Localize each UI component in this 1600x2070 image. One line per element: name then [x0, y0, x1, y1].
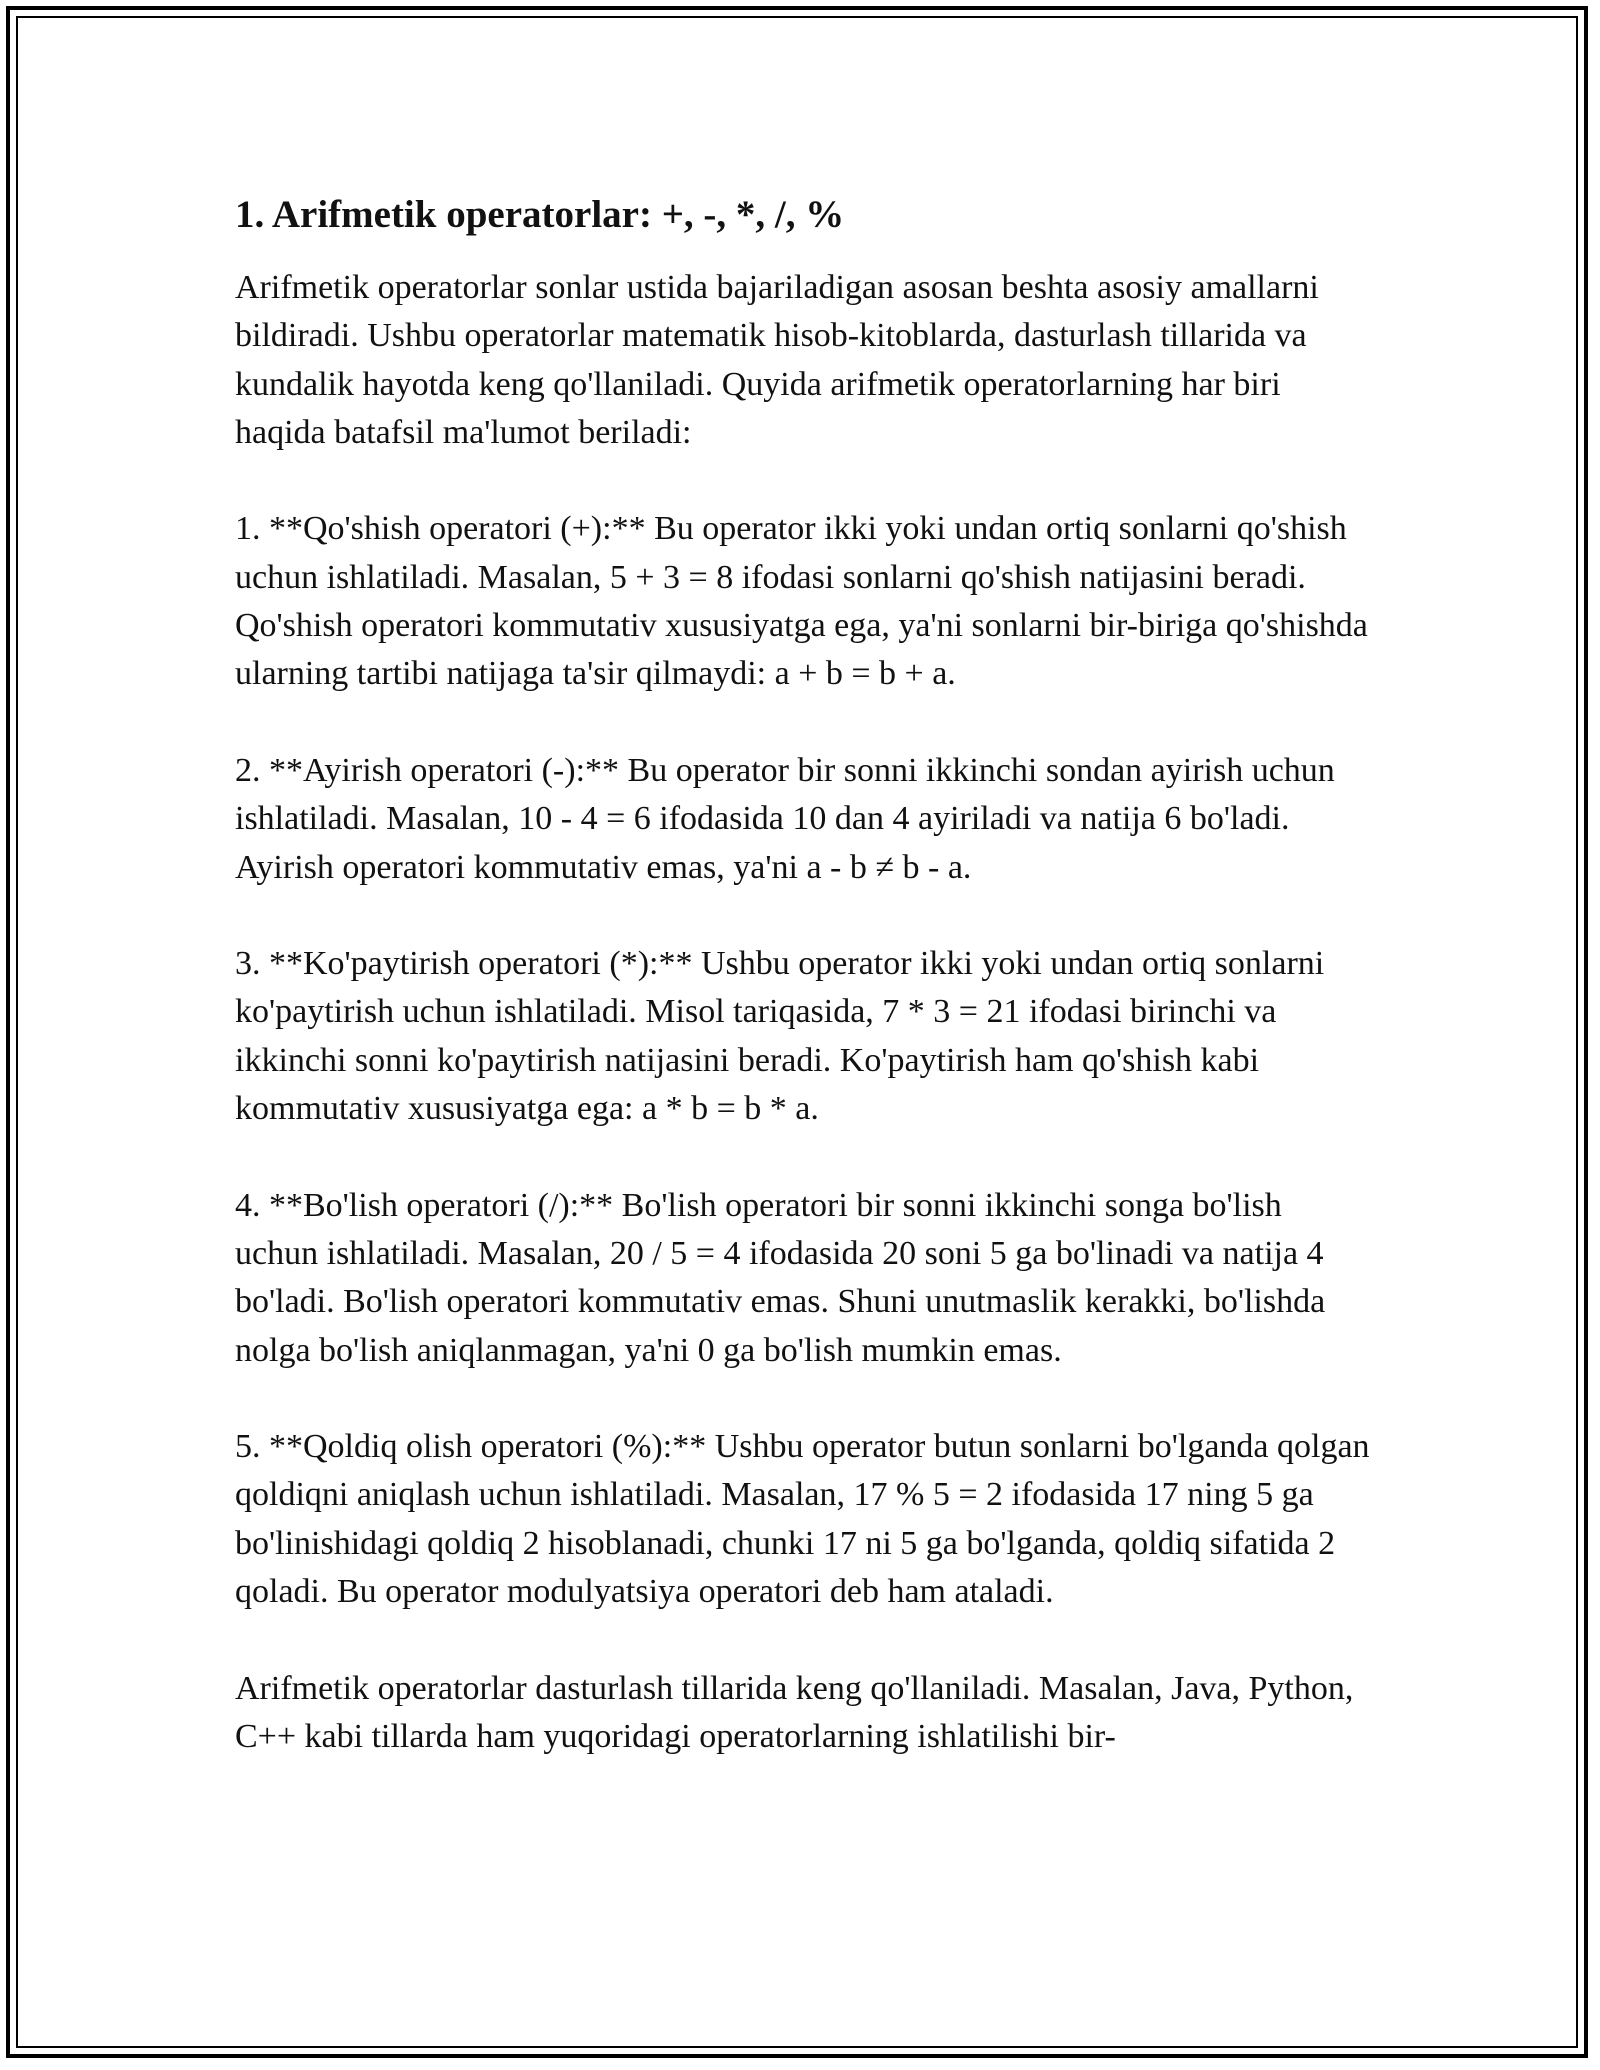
- document-body: [235, 190, 1373, 1761]
- subtraction-operator-paragraph: 2. **Ayirish operatori (-):** Bu operator bir sonni ikkinchi sondan ayirish uchun ishlatiladi. Masalan, 10 - 4 = 6 ifodasida 10 dan 4 ayiriladi va natija 6 bo'ladi. Ayirish operatori kommutativ emas, ya'ni a - b ≠ b - a.: [235, 751, 1335, 886]
- intro-paragraph: Arifmetik operatorlar sonlar ustida bajariladigan asosan beshta asosiy amallarni bildiradi. Ushbu operatorlar matematik hisob-kitoblarda, dasturlash tillarida va kundalik hayotda keng qo'llaniladi. Quyida arifmetik operatorlarning har biri haqida batafsil ma'lumot beriladi:: [235, 269, 1319, 451]
- closing-paragraph: Arifmetik operatorlar dasturlash tillarida keng qo'llaniladi. Masalan, Java, Python, C++ kabi tillarda ham yuqoridagi operatorlarning ishlatilishi bir-: [235, 1669, 1354, 1755]
- addition-operator-paragraph: 1. **Qo'shish operatori (+):** Bu operator ikki yoki undan ortiq sonlarni qo'shish uchun ishlatiladi. Masalan, 5 + 3 = 8 ifodasi sonlarni qo'shish natijasini beradi. Qo'shish operatori kommutativ xususiyatga ega, ya'ni sonlarni bir-biriga qo'shishda ularning tartibi natijaga ta'sir qilmaydi: a + b = b + a.: [235, 510, 1368, 693]
- multiplication-operator-paragraph: 3. **Ko'paytirish operatori (*):** Ushbu operator ikki yoki undan ortiq sonlarni ko'paytirish uchun ishlatiladi. Misol tariqasida, 7 * 3 = 21 ifodasi birinchi va ikkinchi sonni ko'paytirish natijasini beradi. Ko'paytirish ham qo'shish kabi kommutativ xususiyatga ega: a * b = b * a.: [235, 945, 1325, 1128]
- division-operator-paragraph: 4. **Bo'lish operatori (/):** Bo'lish operatori bir sonni ikkinchi songa bo'lish uchun ishlatiladi. Masalan, 20 / 5 = 4 ifodasida 20 soni 5 ga bo'linadi va natija 4 bo'ladi. Bo'lish operatori kommutativ emas. Shuni unutmaslik kerakki, bo'lishda nolga bo'lish aniqlanmagan, ya'ni 0 ga bo'lish mumkin emas.: [235, 1186, 1326, 1369]
- section-heading: 1. Arifmetik operatorlar: +, -, *, /, %: [235, 193, 845, 236]
- modulo-operator-paragraph: 5. **Qoldiq olish operatori (%):** Ushbu operator butun sonlarni bo'lganda qolgan qoldiqni aniqlash uchun ishlatiladi. Masalan, 17 % 5 = 2 ifodasida 17 ning 5 ga bo'linishidagi qoldiq 2 hisoblanadi, chunki 17 ni 5 ga bo'lganda, qoldiq sifatida 2 qoladi. Bu operator modulyatsiya operatori deb ham ataladi.: [235, 1428, 1370, 1611]
